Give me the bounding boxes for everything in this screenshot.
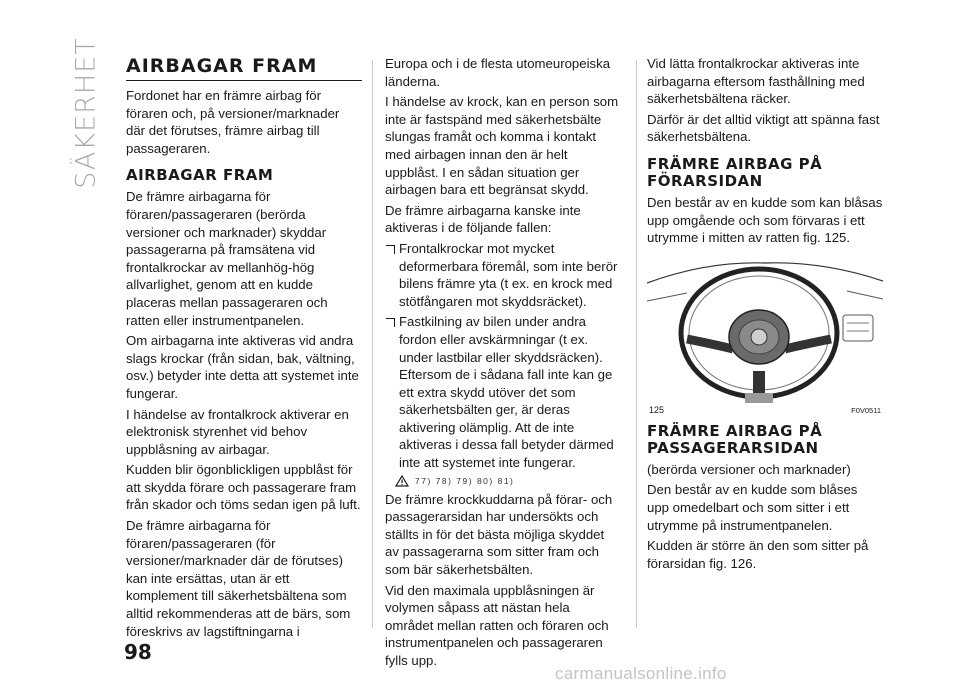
paragraph: Den består av en kudde som blåses upp omedelbart och som sitter i ett utrymme på instrumentpanelen. <box>647 482 858 533</box>
footer-watermark[interactable]: carmanualsonline.info <box>555 664 727 683</box>
paragraph: Europa och i de flesta utomeuropeiska länderna. <box>385 56 611 89</box>
steering-wheel-illustration <box>647 253 883 403</box>
paragraph: De främre airbagarna kanske inte aktiveras i de följande fallen: <box>385 202 581 236</box>
section-heading: AIRBAGAR FRAM <box>126 166 274 185</box>
paragraph: Kudden är större än den som sitter på förarsidan fig. 126. <box>647 538 869 571</box>
column-divider <box>372 60 373 628</box>
page-title: AIRBAGAR FRAM <box>126 55 362 81</box>
warning-triangle-icon <box>395 475 409 487</box>
paragraph: (berörda versioner och marknader) <box>647 461 851 477</box>
bullet-item: Fastkilning av bilen under andra fordon eller avskärmningar (t ex. under lastbilar eller skyddsräcken). Eftersom de i sådana fall inte kan ge ett extra skydd utöver det som säkerhetsbälten ger, är deras aktivering olämplig. Att de inte aktiveras i dessa fall betyder därmed inte att systemet inte fungerar. <box>385 313 621 471</box>
column-3 <box>647 55 883 575</box>
paragraph: Den består av en kudde som kan blåsas upp omgående och som förvaras i ett utrymme i mitten av ratten fig. 125. <box>647 194 883 246</box>
warning-refs: 77) 78) 79) 80) 81) <box>415 475 515 486</box>
bullet-item: Frontalkrockar mot mycket deformerbara föremål, som inte berör bilens främre yta (t ex. en krock med stötfångaren mot skyddsräcket). <box>385 240 621 310</box>
page-number: 98 <box>124 640 152 664</box>
warning-reference <box>395 475 621 487</box>
figure-number: 125 <box>649 404 665 415</box>
section-heading: FRÄMRE AIRBAG PÅ FÖRARSIDAN <box>647 154 823 190</box>
section-side-tab-label: SÄKERHET <box>70 37 102 189</box>
figure-code: F0V0511 <box>851 405 881 415</box>
column-1 <box>126 55 362 643</box>
column-2 <box>385 55 621 673</box>
paragraph: De främre krockkuddarna på förar- och passagerarsidan har undersökts och ställts in för det bästa möjliga skyddet av passagerarna som sitter fram och som bär säkerhetsbälten. <box>385 491 613 578</box>
paragraph: Om airbagarna inte aktiveras vid andra slags krockar (från sidan, bak, vältning, osv.) betyder inte detta att systemet inte fungerar. <box>126 333 359 401</box>
figure-steering-wheel <box>647 253 883 413</box>
paragraph: Därför är det alltid viktigt att spänna fast säkerhetsbältena. <box>647 111 880 145</box>
column-divider <box>636 60 637 628</box>
paragraph: Vid den maximala uppblåsningen är volymen såpass att nästan hela området mellan ratten och föraren och instrumentpanelen och passageraren fylls upp. <box>385 582 609 668</box>
section-heading: FRÄMRE AIRBAG PÅ PASSAGERARSIDAN <box>647 421 823 457</box>
paragraph: I händelse av krock, kan en person som inte är fastspänd med säkerhetsbälte slungas framåt och komma i kontakt med airbagen innan den är helt uppblåst. I en sådan situation ger airbagen bara ett begränsat skydd. <box>385 94 619 198</box>
paragraph: Kudden blir ögonblickligen uppblåst för att skydda förare och passagerare fram från skador och töms sedan igen på luft. <box>126 462 361 513</box>
paragraph: I händelse av frontalkrock aktiverar en elektronisk styrenhet vid behov uppblåsning av airbagar. <box>126 406 349 457</box>
intro-paragraph: Fordonet har en främre airbag för föraren och, på versioner/marknader där det förutses, främre airbag till passageraren. <box>126 88 340 156</box>
paragraph: Vid lätta frontalkrockar aktiveras inte airbagarna eftersom fasthållning med säkerhetsbältena räcker. <box>647 56 865 107</box>
section-side-tab <box>70 37 102 189</box>
paragraph: De främre airbagarna för föraren/passageraren (berörda versioner och marknader) skyddar passagerarna på framsätena vid frontalkrockar av mellanhög-hög allvarlighet, genom att en kudde placeras mellan passageraren och ratten eller instrumentpanelen. <box>126 189 328 328</box>
paragraph: De främre airbagarna för föraren/passageraren (för versioner/marknader där de förutses) kan inte ersättas, utan är ett komplement till säkerhetsbältena som alltid rekommenderas att de bärs, som föreskrivs av lagstiftningarna i <box>126 518 351 639</box>
